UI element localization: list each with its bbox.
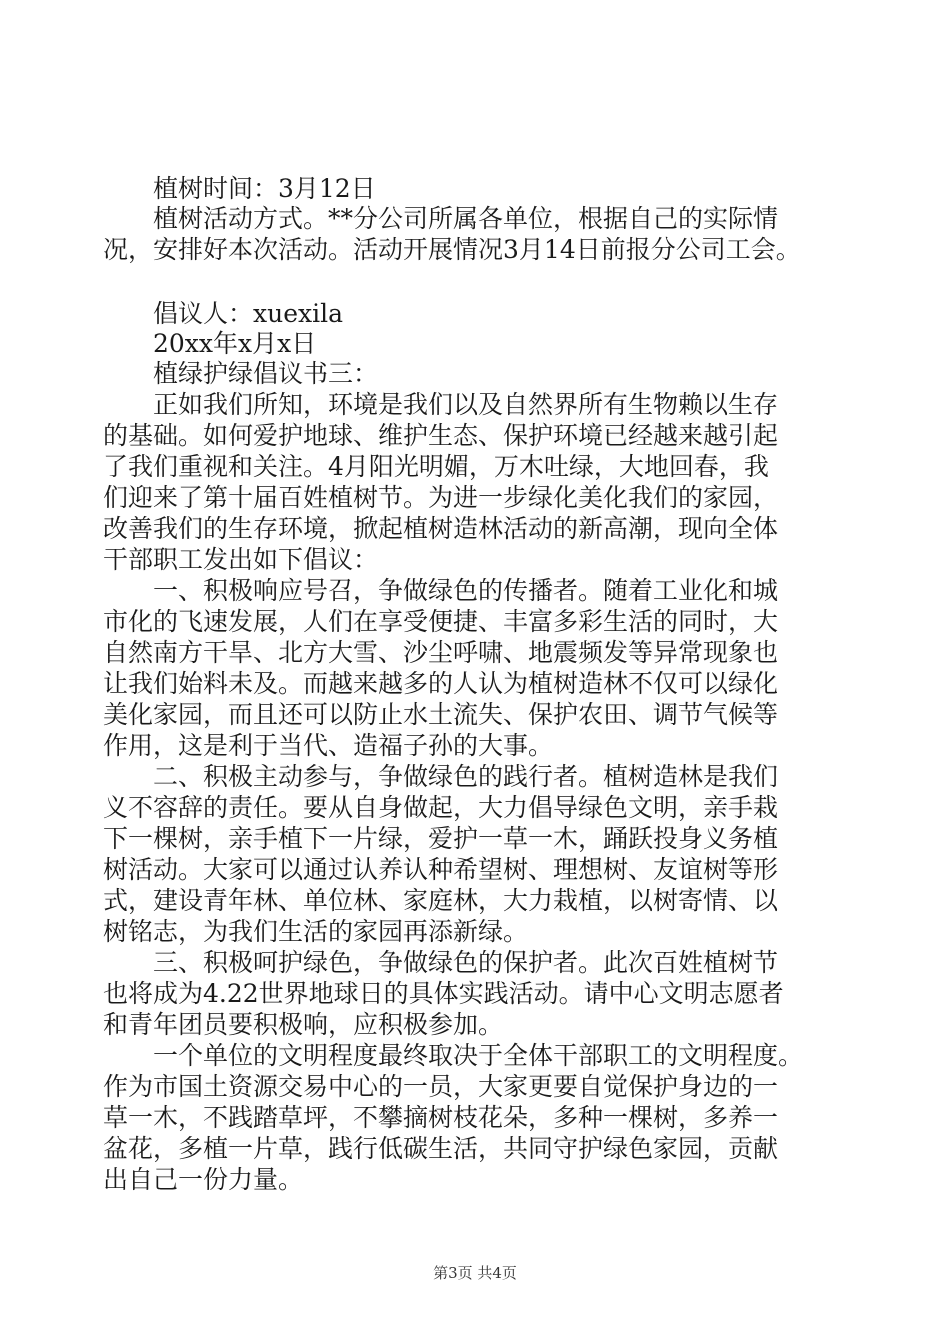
text-line: 草一木，不践踏草坪，不攀摘树枝花朵，多种一棵树，多养一	[103, 1103, 779, 1132]
text-line: 植树活动方式。**分公司所属各单位，根据自己的实际情	[103, 204, 779, 233]
text-line: 让我们始料未及。而越来越多的人认为植树造林不仅可以绿化	[103, 669, 779, 698]
text-line: 自然南方干旱、北方大雪、沙尘呼啸、地震频发等异常现象也	[103, 638, 779, 667]
text-line: 出自己一份力量。	[103, 1165, 304, 1194]
text-line: 和青年团员要积极响，应积极参加。	[103, 1010, 504, 1039]
text-line: 植绿护绿倡议书三：	[103, 359, 379, 388]
text-line: 市化的飞速发展，人们在享受便捷、丰富多彩生活的同时，大	[103, 607, 779, 636]
text-line: 倡议人：xuexila	[103, 299, 343, 328]
text-line: 改善我们的生存环境，掀起植树造林活动的新高潮，现向全体	[103, 514, 779, 543]
text-line: 一、积极响应号召，争做绿色的传播者。随着工业化和城	[103, 576, 779, 605]
text-line: 干部职工发出如下倡议：	[103, 545, 379, 574]
text-line: 况，安排好本次活动。活动开展情况3月14日前报分公司工会。	[103, 235, 801, 264]
text-line: 们迎来了第十届百姓植树节。为进一步绿化美化我们的家园，	[103, 483, 779, 512]
text-line: 作用，这是利于当代、造福子孙的大事。	[103, 731, 554, 760]
text-line: 义不容辞的责任。要从自身做起，大力倡导绿色文明，亲手栽	[103, 793, 779, 822]
text-line: 的基础。如何爱护地球、维护生态、保护环境已经越来越引起	[103, 421, 779, 450]
text-line: 也将成为4.22世界地球日的具体实践活动。请中心文明志愿者	[103, 979, 784, 1008]
text-line: 作为市国土资源交易中心的一员，大家更要自觉保护身边的一	[103, 1072, 779, 1101]
text-line: 植树时间：3月12日	[103, 174, 376, 203]
text-line: 树活动。大家可以通过认养认种希望树、理想树、友谊树等形	[103, 855, 779, 884]
text-line: 式，建设青年林、单位林、家庭林，大力栽植，以树寄情、以	[103, 886, 779, 915]
text-line: 三、积极呵护绿色，争做绿色的保护者。此次百姓植树节	[103, 948, 779, 977]
text-line: 了我们重视和关注。4月阳光明媚，万木吐绿，大地回春，我	[103, 452, 769, 481]
text-line: 二、积极主动参与，争做绿色的践行者。植树造林是我们	[103, 762, 779, 791]
text-line: 盆花，多植一片草，践行低碳生活，共同守护绿色家园，贡献	[103, 1134, 779, 1163]
text-line: 20xx年x月x日	[103, 329, 317, 358]
text-line: 正如我们所知，环境是我们以及自然界所有生物赖以生存	[103, 390, 779, 419]
text-line: 一个单位的文明程度最终取决于全体干部职工的文明程度。	[103, 1041, 804, 1070]
text-line: 美化家园，而且还可以防止水土流失、保护农田、调节气候等	[103, 700, 779, 729]
text-line: 下一棵树，亲手植下一片绿，爱护一草一木，踊跃投身义务植	[103, 824, 779, 853]
page-footer: 第3页 共4页	[433, 1264, 517, 1282]
text-line: 树铭志，为我们生活的家园再添新绿。	[103, 917, 529, 946]
